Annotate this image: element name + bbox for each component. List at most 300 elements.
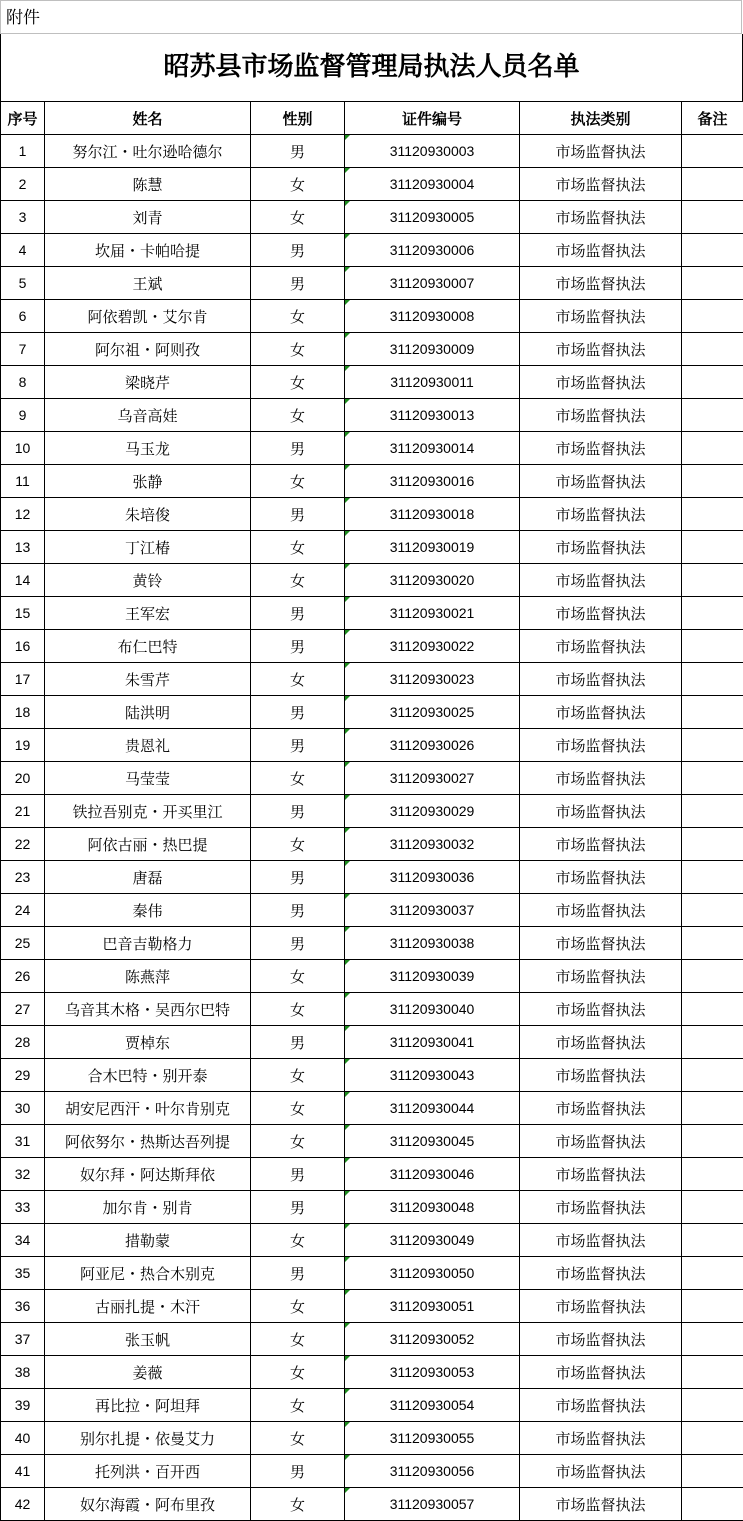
cell-certificate-number: 31120930046 [345, 1158, 520, 1191]
table-row [1, 861, 743, 894]
cell-enforcement-category: 市场监督执法 [520, 960, 682, 993]
cell-gender: 女 [251, 300, 345, 333]
cell-name: 措勒蒙 [45, 1224, 251, 1257]
cell-name: 阿依努尔・热斯达吾列提 [45, 1125, 251, 1158]
cell-certificate-number: 31120930020 [345, 564, 520, 597]
cell-enforcement-category: 市场监督执法 [520, 135, 682, 168]
table-row [1, 729, 743, 762]
cell-name: 张玉帆 [45, 1323, 251, 1356]
cell-gender: 女 [251, 762, 345, 795]
table-row [1, 828, 743, 861]
cell-index: 23 [1, 861, 45, 894]
cell-index: 6 [1, 300, 45, 333]
cell-remarks [682, 1257, 743, 1290]
cell-index: 42 [1, 1488, 45, 1521]
table-row [1, 465, 743, 498]
cell-remarks [682, 300, 743, 333]
cell-enforcement-category: 市场监督执法 [520, 1191, 682, 1224]
cell-name: 朱培俊 [45, 498, 251, 531]
cell-gender: 女 [251, 168, 345, 201]
cell-name: 刘青 [45, 201, 251, 234]
cell-name: 阿亚尼・热合木别克 [45, 1257, 251, 1290]
cell-enforcement-category: 市场监督执法 [520, 1059, 682, 1092]
cell-certificate-number: 31120930013 [345, 399, 520, 432]
cell-enforcement-category: 市场监督执法 [520, 201, 682, 234]
cell-name: 姜薇 [45, 1356, 251, 1389]
cell-enforcement-category: 市场监督执法 [520, 1092, 682, 1125]
cell-index: 27 [1, 993, 45, 1026]
cell-remarks [682, 927, 743, 960]
cell-remarks [682, 1224, 743, 1257]
cell-enforcement-category: 市场监督执法 [520, 762, 682, 795]
cell-gender: 男 [251, 894, 345, 927]
cell-gender: 女 [251, 993, 345, 1026]
cell-name: 张静 [45, 465, 251, 498]
cell-name: 马玉龙 [45, 432, 251, 465]
table-row [1, 300, 743, 333]
table-row [1, 1059, 743, 1092]
cell-name: 坎届・卡帕哈提 [45, 234, 251, 267]
header-name: 姓名 [45, 102, 251, 135]
cell-index: 4 [1, 234, 45, 267]
cell-index: 16 [1, 630, 45, 663]
cell-enforcement-category: 市场监督执法 [520, 894, 682, 927]
cell-certificate-number: 31120930014 [345, 432, 520, 465]
cell-index: 41 [1, 1455, 45, 1488]
cell-enforcement-category: 市场监督执法 [520, 1455, 682, 1488]
cell-index: 8 [1, 366, 45, 399]
cell-remarks [682, 1323, 743, 1356]
cell-remarks [682, 531, 743, 564]
cell-gender: 女 [251, 828, 345, 861]
table-row [1, 762, 743, 795]
cell-name: 贾棹东 [45, 1026, 251, 1059]
cell-index: 14 [1, 564, 45, 597]
table-row [1, 1356, 743, 1389]
cell-index: 20 [1, 762, 45, 795]
cell-gender: 男 [251, 1455, 345, 1488]
cell-certificate-number: 31120930006 [345, 234, 520, 267]
cell-index: 30 [1, 1092, 45, 1125]
table-row [1, 135, 743, 168]
cell-enforcement-category: 市场监督执法 [520, 597, 682, 630]
cell-certificate-number: 31120930022 [345, 630, 520, 663]
cell-index: 38 [1, 1356, 45, 1389]
table-row [1, 168, 743, 201]
table-row [1, 564, 743, 597]
cell-certificate-number: 31120930050 [345, 1257, 520, 1290]
cell-enforcement-category: 市场监督执法 [520, 1290, 682, 1323]
cell-name: 巴音吉勒格力 [45, 927, 251, 960]
table-row [1, 894, 743, 927]
cell-name: 努尔江・吐尔逊哈德尔 [45, 135, 251, 168]
cell-index: 17 [1, 663, 45, 696]
cell-enforcement-category: 市场监督执法 [520, 432, 682, 465]
cell-remarks [682, 234, 743, 267]
cell-gender: 男 [251, 795, 345, 828]
cell-gender: 男 [251, 498, 345, 531]
cell-certificate-number: 31120930011 [345, 366, 520, 399]
cell-gender: 男 [251, 630, 345, 663]
cell-enforcement-category: 市场监督执法 [520, 1389, 682, 1422]
table-row [1, 663, 743, 696]
cell-certificate-number: 31120930005 [345, 201, 520, 234]
cell-certificate-number: 31120930052 [345, 1323, 520, 1356]
cell-gender: 男 [251, 234, 345, 267]
cell-certificate-number: 31120930049 [345, 1224, 520, 1257]
cell-name: 乌音高娃 [45, 399, 251, 432]
cell-index: 24 [1, 894, 45, 927]
table-row [1, 1224, 743, 1257]
cell-enforcement-category: 市场监督执法 [520, 399, 682, 432]
cell-gender: 女 [251, 1323, 345, 1356]
cell-remarks [682, 498, 743, 531]
cell-certificate-number: 31120930043 [345, 1059, 520, 1092]
cell-index: 28 [1, 1026, 45, 1059]
table-body [1, 135, 743, 1521]
cell-name: 托列洪・百开西 [45, 1455, 251, 1488]
cell-remarks [682, 1290, 743, 1323]
cell-gender: 女 [251, 1224, 345, 1257]
cell-index: 22 [1, 828, 45, 861]
cell-name: 陈燕萍 [45, 960, 251, 993]
table-row [1, 432, 743, 465]
cell-index: 1 [1, 135, 45, 168]
cell-name: 王军宏 [45, 597, 251, 630]
cell-gender: 男 [251, 1257, 345, 1290]
table-row [1, 366, 743, 399]
cell-certificate-number: 31120930027 [345, 762, 520, 795]
header-enforcement-category: 执法类别 [520, 102, 682, 135]
cell-name: 别尔扎提・依曼艾力 [45, 1422, 251, 1455]
cell-gender: 女 [251, 663, 345, 696]
cell-remarks [682, 1389, 743, 1422]
cell-name: 王斌 [45, 267, 251, 300]
table-row [1, 333, 743, 366]
cell-certificate-number: 31120930029 [345, 795, 520, 828]
cell-gender: 男 [251, 597, 345, 630]
cell-remarks [682, 1158, 743, 1191]
cell-gender: 女 [251, 1290, 345, 1323]
cell-certificate-number: 31120930009 [345, 333, 520, 366]
cell-name: 秦伟 [45, 894, 251, 927]
cell-gender: 女 [251, 1356, 345, 1389]
cell-certificate-number: 31120930021 [345, 597, 520, 630]
table-row [1, 498, 743, 531]
cell-gender: 女 [251, 1389, 345, 1422]
cell-remarks [682, 366, 743, 399]
cell-certificate-number: 31120930026 [345, 729, 520, 762]
cell-gender: 男 [251, 927, 345, 960]
cell-remarks [682, 630, 743, 663]
cell-gender: 男 [251, 432, 345, 465]
cell-enforcement-category: 市场监督执法 [520, 663, 682, 696]
staff-table [0, 101, 743, 1521]
cell-enforcement-category: 市场监督执法 [520, 993, 682, 1026]
cell-name: 加尔肯・别肯 [45, 1191, 251, 1224]
cell-certificate-number: 31120930032 [345, 828, 520, 861]
cell-enforcement-category: 市场监督执法 [520, 1158, 682, 1191]
cell-index: 34 [1, 1224, 45, 1257]
cell-gender: 男 [251, 729, 345, 762]
cell-gender: 女 [251, 564, 345, 597]
cell-name: 合木巴特・别开泰 [45, 1059, 251, 1092]
cell-certificate-number: 31120930023 [345, 663, 520, 696]
cell-name: 布仁巴特 [45, 630, 251, 663]
cell-remarks [682, 564, 743, 597]
cell-gender: 女 [251, 1059, 345, 1092]
cell-remarks [682, 729, 743, 762]
cell-enforcement-category: 市场监督执法 [520, 366, 682, 399]
cell-index: 35 [1, 1257, 45, 1290]
cell-enforcement-category: 市场监督执法 [520, 465, 682, 498]
cell-enforcement-category: 市场监督执法 [520, 1224, 682, 1257]
table-row [1, 1125, 743, 1158]
cell-remarks [682, 1191, 743, 1224]
cell-index: 31 [1, 1125, 45, 1158]
cell-certificate-number: 31120930019 [345, 531, 520, 564]
cell-enforcement-category: 市场监督执法 [520, 1026, 682, 1059]
cell-name: 陆洪明 [45, 696, 251, 729]
cell-index: 5 [1, 267, 45, 300]
cell-index: 9 [1, 399, 45, 432]
cell-name: 贵恩礼 [45, 729, 251, 762]
cell-remarks [682, 267, 743, 300]
cell-enforcement-category: 市场监督执法 [520, 927, 682, 960]
header-gender: 性别 [251, 102, 345, 135]
cell-gender: 男 [251, 135, 345, 168]
cell-enforcement-category: 市场监督执法 [520, 267, 682, 300]
table-row [1, 1488, 743, 1521]
cell-name: 铁拉吾别克・开买里江 [45, 795, 251, 828]
table-row [1, 1323, 743, 1356]
cell-name: 再比拉・阿坦拜 [45, 1389, 251, 1422]
cell-index: 18 [1, 696, 45, 729]
cell-index: 36 [1, 1290, 45, 1323]
cell-gender: 女 [251, 1092, 345, 1125]
cell-index: 13 [1, 531, 45, 564]
cell-certificate-number: 31120930053 [345, 1356, 520, 1389]
cell-gender: 女 [251, 333, 345, 366]
table-row [1, 201, 743, 234]
table-row [1, 1092, 743, 1125]
cell-index: 10 [1, 432, 45, 465]
cell-enforcement-category: 市场监督执法 [520, 828, 682, 861]
table-row [1, 993, 743, 1026]
table-row [1, 597, 743, 630]
cell-remarks [682, 762, 743, 795]
cell-index: 12 [1, 498, 45, 531]
cell-enforcement-category: 市场监督执法 [520, 300, 682, 333]
cell-name: 梁晓芹 [45, 366, 251, 399]
cell-name: 奴尔拜・阿达斯拜依 [45, 1158, 251, 1191]
cell-certificate-number: 31120930057 [345, 1488, 520, 1521]
cell-index: 39 [1, 1389, 45, 1422]
cell-certificate-number: 31120930037 [345, 894, 520, 927]
cell-enforcement-category: 市场监督执法 [520, 531, 682, 564]
table-header-row [1, 102, 743, 135]
cell-remarks [682, 696, 743, 729]
table-row [1, 696, 743, 729]
header-certificate-number: 证件编号 [345, 102, 520, 135]
cell-index: 33 [1, 1191, 45, 1224]
cell-remarks [682, 993, 743, 1026]
cell-index: 2 [1, 168, 45, 201]
cell-enforcement-category: 市场监督执法 [520, 1257, 682, 1290]
cell-gender: 男 [251, 267, 345, 300]
cell-certificate-number: 31120930055 [345, 1422, 520, 1455]
cell-remarks [682, 1026, 743, 1059]
cell-name: 阿尔祖・阿则孜 [45, 333, 251, 366]
cell-index: 32 [1, 1158, 45, 1191]
cell-certificate-number: 31120930004 [345, 168, 520, 201]
cell-index: 11 [1, 465, 45, 498]
cell-enforcement-category: 市场监督执法 [520, 630, 682, 663]
table-row [1, 234, 743, 267]
cell-name: 陈慧 [45, 168, 251, 201]
cell-name: 古丽扎提・木汗 [45, 1290, 251, 1323]
table-row [1, 927, 743, 960]
cell-index: 3 [1, 201, 45, 234]
cell-name: 黄铃 [45, 564, 251, 597]
cell-index: 29 [1, 1059, 45, 1092]
cell-remarks [682, 1455, 743, 1488]
cell-remarks [682, 1125, 743, 1158]
cell-remarks [682, 861, 743, 894]
cell-certificate-number: 31120930056 [345, 1455, 520, 1488]
cell-gender: 男 [251, 1158, 345, 1191]
cell-remarks [682, 663, 743, 696]
attachment-label: 附件 [0, 0, 742, 34]
table-row [1, 1026, 743, 1059]
cell-gender: 女 [251, 1422, 345, 1455]
cell-enforcement-category: 市场监督执法 [520, 333, 682, 366]
cell-gender: 男 [251, 1191, 345, 1224]
table-row [1, 531, 743, 564]
cell-enforcement-category: 市场监督执法 [520, 168, 682, 201]
cell-gender: 女 [251, 465, 345, 498]
cell-remarks [682, 828, 743, 861]
cell-certificate-number: 31120930008 [345, 300, 520, 333]
cell-remarks [682, 1422, 743, 1455]
cell-certificate-number: 31120930038 [345, 927, 520, 960]
cell-gender: 女 [251, 366, 345, 399]
cell-index: 19 [1, 729, 45, 762]
cell-index: 25 [1, 927, 45, 960]
cell-remarks [682, 399, 743, 432]
table-row [1, 960, 743, 993]
cell-name: 唐磊 [45, 861, 251, 894]
table-row [1, 795, 743, 828]
cell-certificate-number: 31120930045 [345, 1125, 520, 1158]
cell-certificate-number: 31120930051 [345, 1290, 520, 1323]
cell-certificate-number: 31120930018 [345, 498, 520, 531]
cell-certificate-number: 31120930048 [345, 1191, 520, 1224]
cell-gender: 女 [251, 1125, 345, 1158]
cell-enforcement-category: 市场监督执法 [520, 564, 682, 597]
table-row [1, 1422, 743, 1455]
table-row [1, 1257, 743, 1290]
cell-enforcement-category: 市场监督执法 [520, 795, 682, 828]
cell-remarks [682, 1092, 743, 1125]
cell-enforcement-category: 市场监督执法 [520, 1356, 682, 1389]
cell-remarks [682, 201, 743, 234]
cell-certificate-number: 31120930044 [345, 1092, 520, 1125]
cell-index: 26 [1, 960, 45, 993]
cell-name: 马莹莹 [45, 762, 251, 795]
cell-remarks [682, 795, 743, 828]
cell-remarks [682, 960, 743, 993]
header-remarks: 备注 [682, 102, 743, 135]
cell-name: 乌音其木格・吴西尔巴特 [45, 993, 251, 1026]
cell-gender: 女 [251, 201, 345, 234]
table-row [1, 1191, 743, 1224]
cell-remarks [682, 333, 743, 366]
cell-index: 40 [1, 1422, 45, 1455]
document-title: 昭苏县市场监督管理局执法人员名单 [0, 34, 743, 101]
cell-certificate-number: 31120930039 [345, 960, 520, 993]
cell-index: 37 [1, 1323, 45, 1356]
cell-enforcement-category: 市场监督执法 [520, 498, 682, 531]
cell-index: 21 [1, 795, 45, 828]
header-index: 序号 [1, 102, 45, 135]
cell-enforcement-category: 市场监督执法 [520, 861, 682, 894]
table-row [1, 1389, 743, 1422]
cell-enforcement-category: 市场监督执法 [520, 1323, 682, 1356]
cell-name: 阿依古丽・热巴提 [45, 828, 251, 861]
cell-certificate-number: 31120930025 [345, 696, 520, 729]
cell-remarks [682, 465, 743, 498]
cell-enforcement-category: 市场监督执法 [520, 234, 682, 267]
table-row [1, 267, 743, 300]
cell-enforcement-category: 市场监督执法 [520, 1488, 682, 1521]
table-row [1, 1290, 743, 1323]
cell-remarks [682, 135, 743, 168]
cell-remarks [682, 597, 743, 630]
cell-remarks [682, 1356, 743, 1389]
cell-certificate-number: 31120930007 [345, 267, 520, 300]
table-row [1, 399, 743, 432]
table-row [1, 1455, 743, 1488]
cell-name: 丁江椿 [45, 531, 251, 564]
cell-remarks [682, 1488, 743, 1521]
cell-name: 奴尔海霞・阿布里孜 [45, 1488, 251, 1521]
cell-gender: 女 [251, 960, 345, 993]
cell-certificate-number: 31120930016 [345, 465, 520, 498]
cell-certificate-number: 31120930041 [345, 1026, 520, 1059]
cell-certificate-number: 31120930054 [345, 1389, 520, 1422]
cell-remarks [682, 432, 743, 465]
cell-index: 7 [1, 333, 45, 366]
cell-remarks [682, 168, 743, 201]
cell-enforcement-category: 市场监督执法 [520, 696, 682, 729]
cell-enforcement-category: 市场监督执法 [520, 1125, 682, 1158]
cell-certificate-number: 31120930040 [345, 993, 520, 1026]
cell-gender: 男 [251, 696, 345, 729]
cell-name: 朱雪芹 [45, 663, 251, 696]
cell-remarks [682, 1059, 743, 1092]
cell-name: 阿依碧凯・艾尔肯 [45, 300, 251, 333]
cell-gender: 女 [251, 1488, 345, 1521]
cell-gender: 女 [251, 399, 345, 432]
table-row [1, 630, 743, 663]
cell-gender: 男 [251, 861, 345, 894]
cell-enforcement-category: 市场监督执法 [520, 1422, 682, 1455]
cell-name: 胡安尼西汗・叶尔肯别克 [45, 1092, 251, 1125]
cell-remarks [682, 894, 743, 927]
cell-gender: 男 [251, 1026, 345, 1059]
cell-index: 15 [1, 597, 45, 630]
